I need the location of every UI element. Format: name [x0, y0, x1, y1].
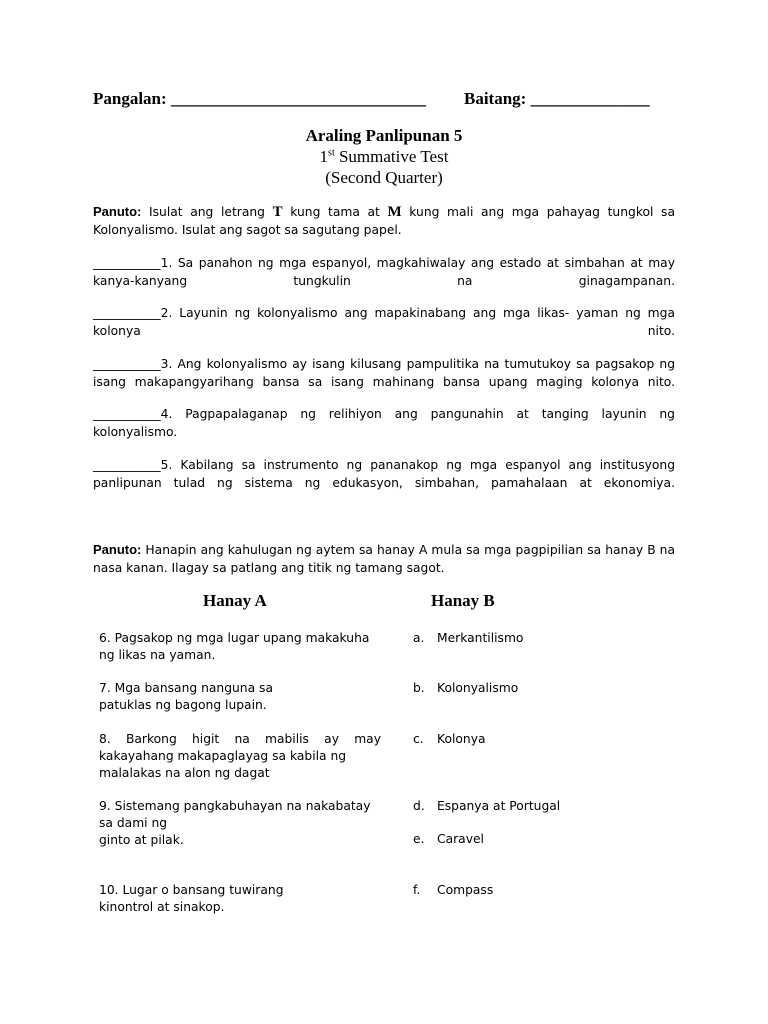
column-a-line: kinontrol at sinakop.	[99, 900, 225, 914]
name-blank: ______________________________	[170, 89, 426, 108]
part1-instruction-text-c: kung mali ang mga pahayag tungkol sa Kolonyalismo. Isulat ang sagot sa sagutang papel.	[93, 205, 676, 237]
answer-blank: ___________	[93, 256, 161, 270]
column-a-line: 8. Barkong higit na mabilis ay may	[99, 732, 381, 746]
part2-instruction-text: Hanapin ang kahulugan ng aytem sa hanay A mula sa mga pagpipilian sa hanay B na nasa kanan. Ilagay sa patlang ang titik ng tamang sagot.	[93, 543, 675, 575]
column-a-line: patuklas ng bagong lupain.	[99, 698, 267, 712]
item-number: 1.	[160, 256, 173, 270]
ordinal-number: 1	[319, 147, 329, 166]
true-false-item	[93, 457, 675, 492]
choice-text: Caravel	[437, 832, 484, 846]
column-a-item	[99, 680, 381, 714]
answer-blank: ___________	[93, 306, 161, 320]
item-text: Pagpapalaganap ng relihiyon ang pangunahin at tanging layunin ng kolonyalismo.	[93, 407, 675, 439]
column-a-heading: Hanay A	[203, 591, 267, 610]
true-false-item	[93, 255, 675, 290]
column-a-line: 10. Lugar o bansang tuwirang	[99, 883, 284, 897]
item-text: Ang kolonyalismo ay isang kilusang pampulitika na tumutukoy sa pagsakop ng isang makapangyarihang bansa sa isang mahinang bansa upang maging kolonya nito.	[93, 357, 675, 389]
column-a-line: kakayahang makapaglayag sa kabila ng	[99, 749, 347, 763]
part1-instructions	[93, 203, 675, 239]
choice-letter: b.	[413, 681, 425, 695]
part2-instruction-label: Panuto:	[93, 542, 142, 557]
part1-instruction-label: Panuto:	[93, 204, 142, 219]
column-b-item	[413, 680, 518, 697]
column-b-heading: Hanay B	[431, 591, 495, 610]
choice-text: Kolonyalismo	[437, 681, 519, 695]
part1-instruction-text-a: Isulat ang letrang	[141, 205, 273, 219]
true-letter: T	[272, 204, 283, 220]
item-text: Kabilang sa instrumento ng pananakop ng mga espanyol ang institusyong panlipunan tulad ng sistema ng edukasyon, simbahan, pamahalaan at ekonomiya.	[93, 458, 675, 490]
item-number: 3.	[160, 357, 173, 371]
item-text: Layunin ng kolonyalismo ang mapakinabang ang mga likas- yaman ng mga kolonya nito.	[93, 306, 675, 338]
column-a-line: ng likas na yaman.	[99, 648, 216, 662]
subject-title: Araling Panlipunan 5	[305, 126, 463, 145]
name-label: Pangalan:	[93, 89, 167, 108]
item-number: 4.	[160, 407, 173, 421]
choice-text: Kolonya	[437, 732, 486, 746]
answer-blank: ___________	[93, 458, 161, 472]
choice-text: Espanya at Portugal	[437, 799, 561, 813]
test-title-text: Summative Test	[334, 147, 449, 166]
column-a-line: ginto at pilak.	[99, 833, 184, 847]
item-number: 2.	[160, 306, 173, 320]
grade-label: Baitang:	[464, 89, 527, 108]
true-false-item	[93, 305, 675, 340]
ordinal-suffix: st	[328, 147, 335, 159]
choice-letter: f.	[413, 883, 421, 897]
name-field	[93, 89, 426, 109]
column-a-item	[99, 731, 381, 782]
column-b-item	[413, 798, 560, 815]
choice-letter: c.	[413, 732, 424, 746]
column-b-item	[413, 831, 484, 848]
column-b-item	[413, 731, 486, 748]
column-b-item	[413, 882, 493, 899]
quarter-title: (Second Quarter)	[325, 168, 443, 187]
test-title	[0, 147, 768, 167]
choice-text: Merkantilismo	[437, 631, 524, 645]
true-false-item	[93, 356, 675, 391]
column-a-item	[99, 798, 381, 849]
column-a-item	[99, 882, 381, 916]
column-b-item	[413, 630, 523, 647]
choice-letter: e.	[413, 832, 425, 846]
column-a-line: 6. Pagsakop ng mga lugar upang makakuha	[99, 631, 370, 645]
grade-blank: ______________	[530, 89, 650, 108]
choice-letter: d.	[413, 799, 425, 813]
item-number: 5.	[160, 458, 173, 472]
answer-blank: ___________	[93, 357, 161, 371]
answer-blank: ___________	[93, 407, 161, 421]
column-a-line: sa dami ng	[99, 816, 168, 830]
choice-text: Compass	[437, 883, 494, 897]
choice-letter: a.	[413, 631, 425, 645]
part1-instruction-text-b: kung tama at	[282, 205, 388, 219]
part2-instructions	[93, 541, 675, 577]
column-a-item	[99, 630, 381, 664]
column-a-line: 9. Sistemang pangkabuhayan na nakabatay	[99, 799, 371, 813]
grade-field	[464, 89, 650, 109]
column-a-line: malalakas na alon ng dagat	[99, 766, 270, 780]
column-a-line: 7. Mga bansang nanguna sa	[99, 681, 273, 695]
item-text: Sa panahon ng mga espanyol, magkahiwalay ang estado at simbahan at may kanya-kanyang tungkulin na ginagampanan.	[93, 256, 675, 288]
false-letter: M	[387, 204, 402, 220]
true-false-item	[93, 406, 675, 441]
